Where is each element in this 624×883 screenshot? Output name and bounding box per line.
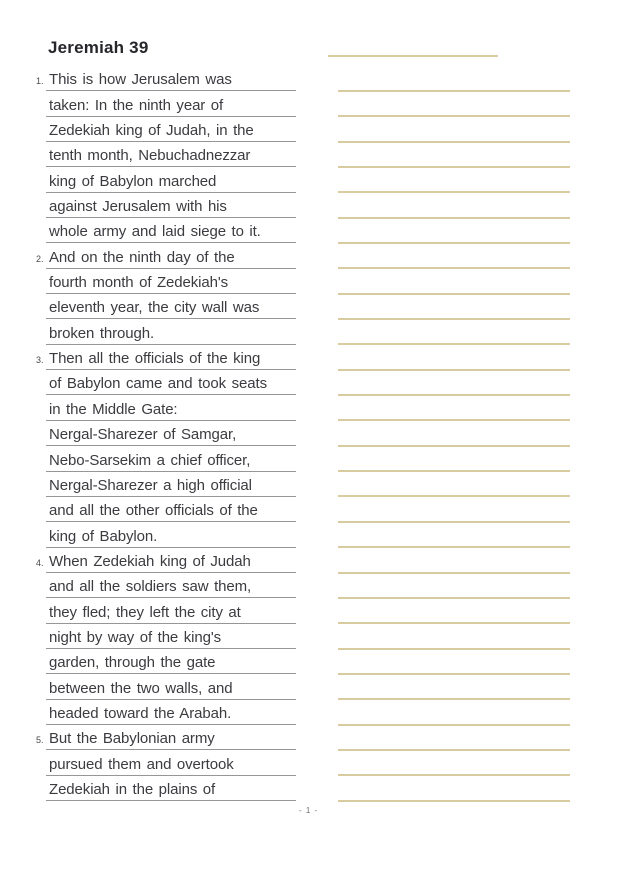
verse-line-row [46,446,296,471]
verse-line-text: But the Babylonian army [49,730,215,748]
verse-line-row [46,91,296,116]
writing-line [338,117,570,142]
writing-line [338,168,570,193]
writing-line [338,497,570,522]
writing-line [338,92,570,117]
writing-line [338,447,570,472]
writing-line [338,523,570,548]
verse-line-text: against Jerusalem with his [49,198,227,216]
verse-line-row [46,624,296,649]
verse-line-row [46,776,296,801]
writing-line [338,67,570,92]
verse-line-text: Nebo-Sarsekim a chief officer, [49,451,251,469]
verse-line-text: in the Middle Gate: [49,400,178,418]
writing-line [338,700,570,725]
writing-line [338,193,570,218]
verse-number: 5. [36,735,44,746]
writing-line [338,675,570,700]
verse-line-text: between the two walls, and [49,679,233,697]
verse-line-text: And on the ninth day of the [49,248,235,266]
page-number: - 1 - [299,806,319,815]
verse-line-row [46,649,296,674]
verse-line-row [46,294,296,319]
verse-line-text: This is how Jerusalem was [49,71,232,89]
writing-line [338,472,570,497]
verse-number: 4. [36,557,44,568]
writing-line [338,295,570,320]
writing-line [338,219,570,244]
verse-number: 1. [36,76,44,87]
verse-line-text: whole army and laid siege to it. [49,223,261,241]
verse-line-row [46,598,296,623]
writing-line [338,574,570,599]
verse-line-row [46,674,296,699]
verse-line-text: and all the other officials of the [49,502,258,520]
writing-line [338,548,570,573]
verse-line-row [46,750,296,775]
verse-line-row [46,573,296,598]
verse-line-row [46,472,296,497]
verse-line-row [46,700,296,725]
writing-line [338,396,570,421]
verse-line-row [36,345,296,370]
writing-line [338,776,570,801]
verse-line-row [46,218,296,243]
writing-line [338,624,570,649]
verse-line-row [46,497,296,522]
verse-line-row [46,522,296,547]
verse-line-text: king of Babylon. [49,527,158,545]
verse-line-text: broken through. [49,324,155,342]
verse-line-text: When Zedekiah king of Judah [49,552,251,570]
verse-line-text: tenth month, Nebuchadnezzar [49,147,251,165]
verse-line-row [46,167,296,192]
verse-line-text: Nergal-Sharezer of Samgar, [49,426,237,444]
verse-number: 3. [36,355,44,366]
verse-line-text: Nergal-Sharezer a high official [49,476,252,494]
verse-line-text: of Babylon came and took seats [49,375,267,393]
verse-line-row [46,117,296,142]
verse-line-row [46,421,296,446]
verse-line-row [36,548,296,573]
verse-line-text: fourth month of Zedekiah's [49,274,229,292]
verse-line-row [46,193,296,218]
verse-line-row [46,370,296,395]
page-title: Jeremiah 39 [48,38,149,57]
verse-line-row [46,319,296,344]
verse-line-row [36,725,296,750]
writing-line [338,143,570,168]
verse-line-text: Zedekiah king of Judah, in the [49,122,254,140]
verse-number: 2. [36,253,44,264]
verse-line-row [36,66,296,91]
verse-line-text: night by way of the king's [49,628,222,646]
verse-line-row [36,243,296,268]
title-writing-line [328,55,498,57]
verse-line-text: headed toward the Arabah. [49,704,232,722]
writing-line [338,650,570,675]
verse-line-text: eleventh year, the city wall was [49,299,260,317]
writing-line [338,599,570,624]
writing-lines-column [338,67,570,802]
verse-line-row [46,395,296,420]
writing-line [338,269,570,294]
verse-lines-column [36,66,296,801]
verse-line-row [46,142,296,167]
verse-line-text: garden, through the gate [49,654,216,672]
verse-line-text: and all the soldiers saw them, [49,578,252,596]
writing-line [338,751,570,776]
verse-line-text: Zedekiah in the plains of [49,780,216,798]
writing-line [338,726,570,751]
verse-line-text: taken: In the ninth year of [49,96,224,114]
verse-line-text: king of Babylon marched [49,172,217,190]
verse-line-row [46,269,296,294]
writing-line [338,320,570,345]
writing-line [338,371,570,396]
writing-line [338,421,570,446]
writing-line [338,244,570,269]
verse-line-text: pursued them and overtook [49,755,234,773]
verse-line-text: they fled; they left the city at [49,603,241,621]
verse-line-text: Then all the officials of the king [49,350,261,368]
writing-line [338,345,570,370]
